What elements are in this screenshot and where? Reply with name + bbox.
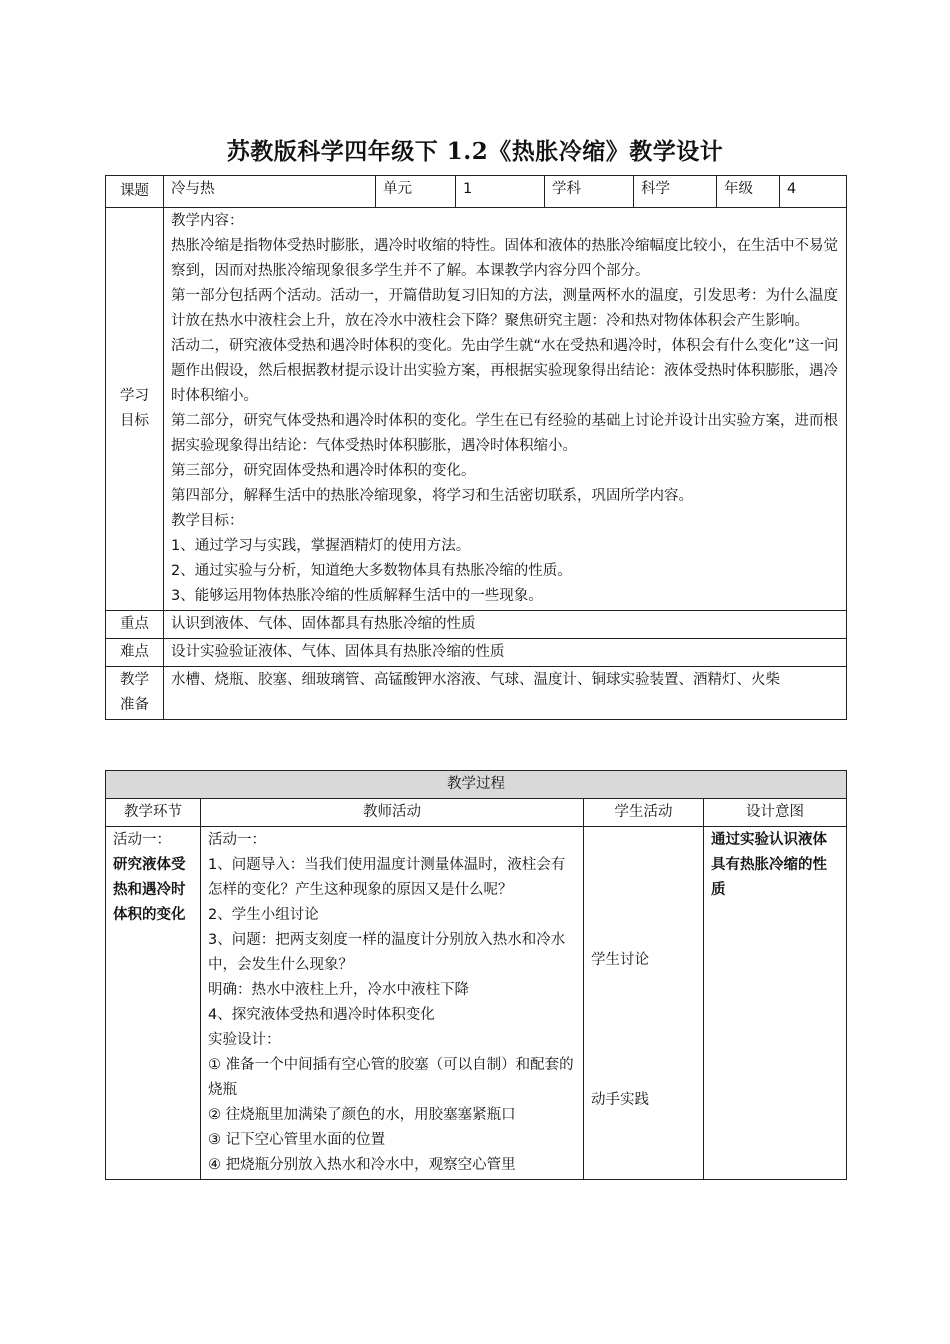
course-value: 冷与热 bbox=[164, 176, 376, 208]
process-header: 教学过程 bbox=[106, 771, 847, 799]
teacher-line: 1、问题导入：当我们使用温度计测量体温时，液柱会有怎样的变化？产生这种现象的原因又是什么呢？ bbox=[208, 857, 566, 898]
student-cell bbox=[584, 827, 704, 1180]
subject-value: 科学 bbox=[634, 176, 717, 208]
objectives-paragraph: 2、通过实验与分析，知道绝大多数物体具有热胀冷缩的性质。 bbox=[171, 563, 572, 579]
course-label: 课题 bbox=[106, 176, 164, 208]
student-activity: 学生讨论 bbox=[591, 952, 649, 968]
objectives-paragraph: 3、能够运用物体热胀冷缩的性质解释生活中的一些现象。 bbox=[171, 588, 543, 604]
teacher-line: 3、问题：把两支刻度一样的温度计分别放入热水和冷水中，会发生什么现象？ bbox=[208, 932, 566, 973]
teacher-line: ② 往烧瓶里加满染了颜色的水，用胶塞塞紧瓶口 bbox=[208, 1107, 516, 1123]
objectives-paragraph: 教学目标： bbox=[171, 513, 244, 529]
prep-label: 教学 准备 bbox=[106, 667, 164, 720]
intent-cell: 通过实验认识液体具有热胀冷缩的性质 bbox=[704, 827, 847, 1180]
info-table bbox=[105, 175, 847, 720]
teacher-line: 4、探究液体受热和遇冷时体积变化 bbox=[208, 1007, 435, 1023]
grade-value: 4 bbox=[780, 176, 847, 208]
teacher-line: ④ 把烧瓶分别放入热水和冷水中，观察空心管里 bbox=[208, 1157, 516, 1173]
table-row bbox=[106, 827, 847, 1180]
teacher-line: ③ 记下空心管里水面的位置 bbox=[208, 1132, 386, 1148]
objectives-paragraph: 第四部分，解释生活中的热胀冷缩现象，将学习和生活密切联系，巩固所学内容。 bbox=[171, 488, 693, 504]
grade-label: 年级 bbox=[717, 176, 780, 208]
difficulty-text: 设计实验验证液体、气体、固体具有热胀冷缩的性质 bbox=[164, 639, 847, 667]
teacher-line: 活动一： bbox=[208, 832, 266, 848]
stage-title: 研究液体受热和遇冷时体积的变化 bbox=[113, 857, 186, 923]
column-header-intent: 设计意图 bbox=[704, 799, 847, 827]
objectives-content bbox=[164, 208, 847, 611]
objectives-label: 学习 目标 bbox=[106, 208, 164, 611]
stage-label: 活动一： bbox=[113, 832, 171, 848]
teacher-line: ① 准备一个中间插有空心管的胶塞（可以自制）和配套的烧瓶 bbox=[208, 1057, 574, 1098]
difficulty-label: 难点 bbox=[106, 639, 164, 667]
column-header-student: 学生活动 bbox=[584, 799, 704, 827]
objectives-paragraph: 第三部分，研究固体受热和遇冷时体积的变化。 bbox=[171, 463, 476, 479]
objectives-paragraph: 活动二，研究液体受热和遇冷时体积的变化。先由学生就“水在受热和遇冷时，体积会有什么变化”这一问题作出假设，然后根据教材提示设计出实验方案，再根据实验现象得出结论：液体受热时体积膨胀，遇冷时体积缩小。 bbox=[171, 338, 839, 404]
stage-cell bbox=[106, 827, 201, 1180]
objectives-paragraph: 第一部分包括两个活动。活动一，开篇借助复习旧知的方法，测量两杯水的温度，引发思考：为什么温度计放在热水中液柱会上升，放在冷水中液柱会下降？聚焦研究主题：冷和热对物体体积会产生影响。 bbox=[171, 288, 838, 329]
key-point-text: 认识到液体、气体、固体都具有热胀冷缩的性质 bbox=[164, 611, 847, 639]
objectives-paragraph: 1、通过学习与实践，掌握酒精灯的使用方法。 bbox=[171, 538, 471, 554]
objectives-paragraph: 热胀冷缩是指物体受热时膨胀，遇冷时收缩的特性。固体和液体的热胀冷缩幅度比较小，在生活中不易觉察到，因而对热胀冷缩现象很多学生并不了解。本课教学内容分四个部分。 bbox=[171, 238, 838, 279]
teacher-line: 2、学生小组讨论 bbox=[208, 907, 319, 923]
key-point-label: 重点 bbox=[106, 611, 164, 639]
column-header-stage: 教学环节 bbox=[106, 799, 201, 827]
student-activity: 动手实践 bbox=[591, 1092, 649, 1108]
process-table bbox=[105, 770, 847, 1180]
column-header-teacher: 教师活动 bbox=[201, 799, 584, 827]
unit-value: 1 bbox=[456, 176, 545, 208]
objectives-paragraph: 第二部分，研究气体受热和遇冷时体积的变化。学生在已有经验的基础上讨论并设计出实验方案，进而根据实验现象得出结论：气体受热时体积膨胀，遇冷时体积缩小。 bbox=[171, 413, 838, 454]
objectives-paragraph: 教学内容： bbox=[171, 213, 244, 229]
teacher-line: 明确：热水中液柱上升，冷水中液柱下降 bbox=[208, 982, 469, 998]
teacher-line: 实验设计： bbox=[208, 1032, 281, 1048]
prep-text: 水槽、烧瓶、胶塞、细玻璃管、高锰酸钾水溶液、气球、温度计、铜球实验装置、酒精灯、火柴 bbox=[164, 667, 847, 720]
page-title: 苏教版科学四年级下 1.2《热胀冷缩》教学设计 bbox=[226, 138, 724, 165]
unit-label: 单元 bbox=[376, 176, 456, 208]
teacher-cell bbox=[201, 827, 584, 1180]
subject-label: 学科 bbox=[545, 176, 634, 208]
